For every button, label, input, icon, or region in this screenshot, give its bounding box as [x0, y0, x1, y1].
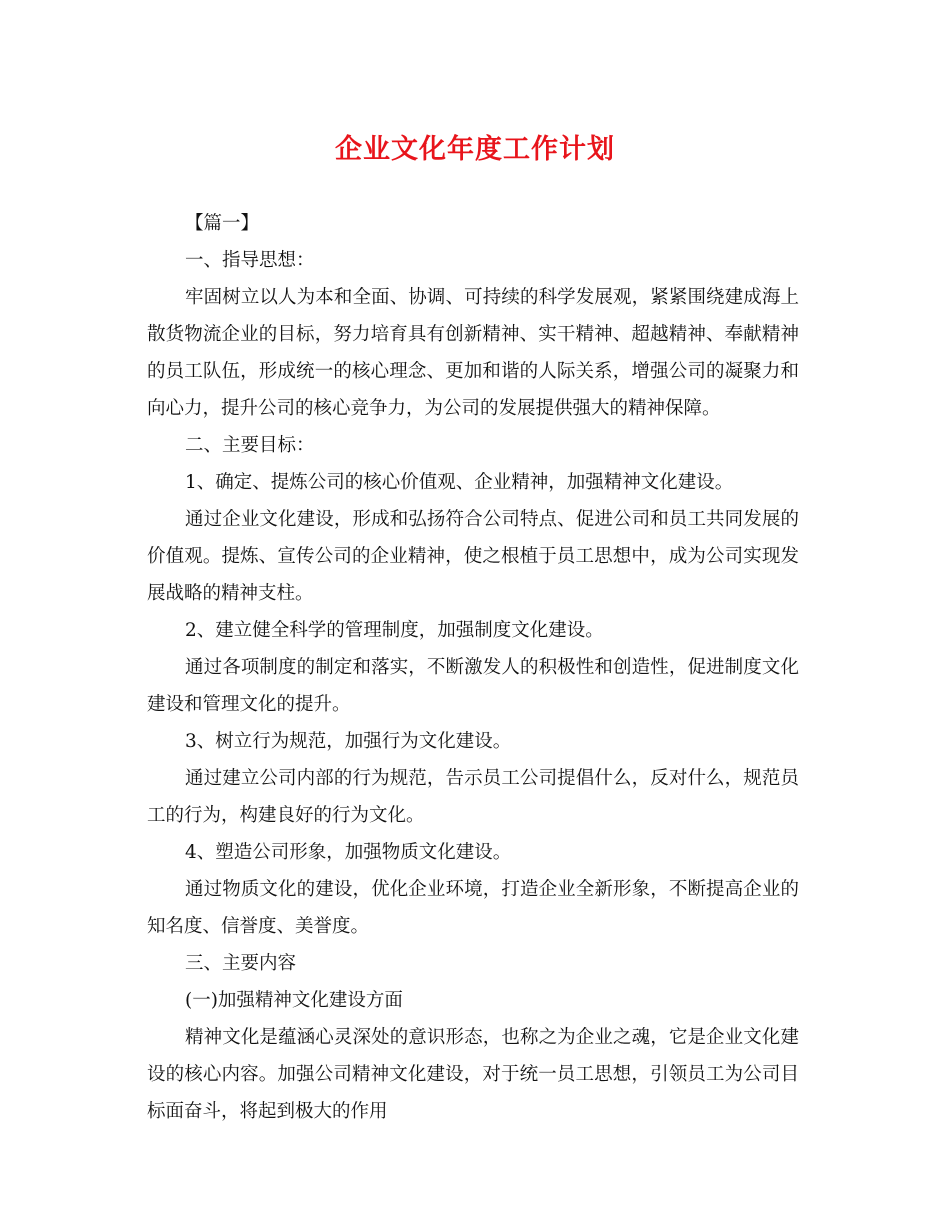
document-body [147, 205, 799, 1130]
heading-main-goals: 二、主要目标： [185, 435, 315, 456]
heading-guiding-thought: 一、指导思想： [185, 250, 315, 271]
heading-main-content: 三、主要内容 [185, 953, 297, 974]
paragraph: 牢固树立以人为本和全面、协调、可持续的科学发展观，紧紧围绕建成海上散货物流企业的目标，努力培育具有创新精神、实干精神、超越精神、奉献精神的员工队伍，形成统一的核心理念、更加和谐的人际关系，增强公司的凝聚力和向心力，提升公司的核心竞争力，为公司的发展提供强大的精神保障。 [147, 287, 799, 419]
goal-item-4: 4、塑造公司形象，加强物质文化建设。 [185, 842, 512, 863]
paragraph: 通过建立公司内部的行为规范，告示员工公司提倡什么，反对什么，规范员工的行为，构建良好的行为文化。 [147, 768, 799, 826]
goal-item-1: 1、确定、提炼公司的核心价值观、企业精神，加强精神文化建设。 [185, 472, 734, 493]
paragraph: 精神文化是蕴涵心灵深处的意识形态，也称之为企业之魂，它是企业文化建设的核心内容。加强公司精神文化建设，对于统一员工思想，引领员工为公司目标面奋斗，将起到极大的作用 [147, 1027, 799, 1122]
document-title: 企业文化年度工作计划 [335, 134, 615, 165]
paragraph: 通过各项制度的制定和落实，不断激发人的积极性和创造性，促进制度文化建设和管理文化的提升。 [147, 657, 799, 715]
paragraph: 通过企业文化建设，形成和弘扬符合公司特点、促进公司和员工共同发展的价值观。提炼、宣传公司的企业精神，使之根植于员工思想中，成为公司实现发展战略的精神支柱。 [147, 509, 799, 604]
subheading-spiritual-culture: (一)加强精神文化建设方面 [185, 990, 403, 1011]
paragraph: 通过物质文化的建设，优化企业环境，打造企业全新形象，不断提高企业的知名度、信誉度、美誉度。 [147, 879, 799, 937]
goal-item-3: 3、树立行为规范，加强行为文化建设。 [185, 731, 512, 752]
goal-item-2: 2、建立健全科学的管理制度，加强制度文化建设。 [185, 620, 604, 641]
section-marker: 【篇一】 [185, 213, 260, 234]
